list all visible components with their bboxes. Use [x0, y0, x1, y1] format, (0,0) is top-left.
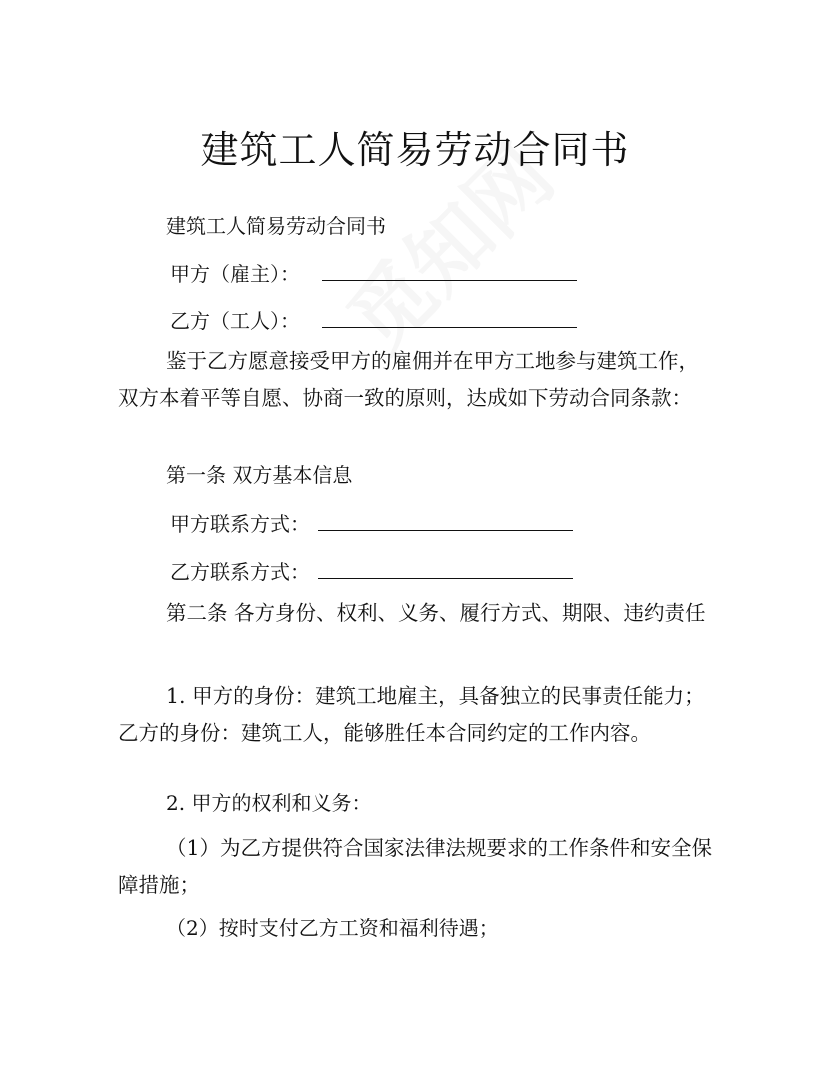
party-a-label: 甲方（雇主）：	[170, 262, 300, 286]
clause-2-item-2: （2）按时支付乙方工资和福利待遇；	[166, 916, 499, 940]
party-a-blank[interactable]	[322, 262, 577, 281]
clause-2: 2. 甲方的权利和义务：	[166, 791, 372, 815]
party-a-line	[170, 259, 577, 289]
party-a-contact-blank[interactable]	[318, 512, 573, 531]
party-a-contact-label: 甲方联系方式：	[170, 512, 310, 536]
party-b-blank[interactable]	[322, 309, 577, 328]
party-b-line	[170, 306, 577, 336]
party-b-contact-line	[170, 557, 573, 587]
subtitle: 建筑工人简易劳动合同书	[166, 214, 386, 238]
party-b-label: 乙方（工人）：	[170, 309, 300, 333]
article-2-heading: 第二条 各方身份、权利、义务、履行方式、期限、违约责任	[166, 601, 706, 625]
document-title: 建筑工人简易劳动合同书	[200, 128, 630, 172]
clause-1: 1. 甲方的身份：建筑工地雇主，具备独立的民事责任能力；乙方的身份：建筑工人，能够胜任本合同约定的工作内容。	[118, 684, 705, 745]
intro-paragraph: 鉴于乙方愿意接受甲方的雇佣并在甲方工地参与建筑工作，双方本着平等自愿、协商一致的原则，达成如下劳动合同条款：	[118, 349, 699, 410]
clause-2-item-1: （1）为乙方提供符合国家法律法规要求的工作条件和安全保障措施；	[118, 836, 713, 897]
party-b-contact-blank[interactable]	[318, 560, 573, 579]
party-b-contact-label: 乙方联系方式：	[170, 560, 310, 584]
article-1-heading: 第一条 双方基本信息	[166, 463, 353, 487]
party-a-contact-line	[170, 509, 573, 539]
